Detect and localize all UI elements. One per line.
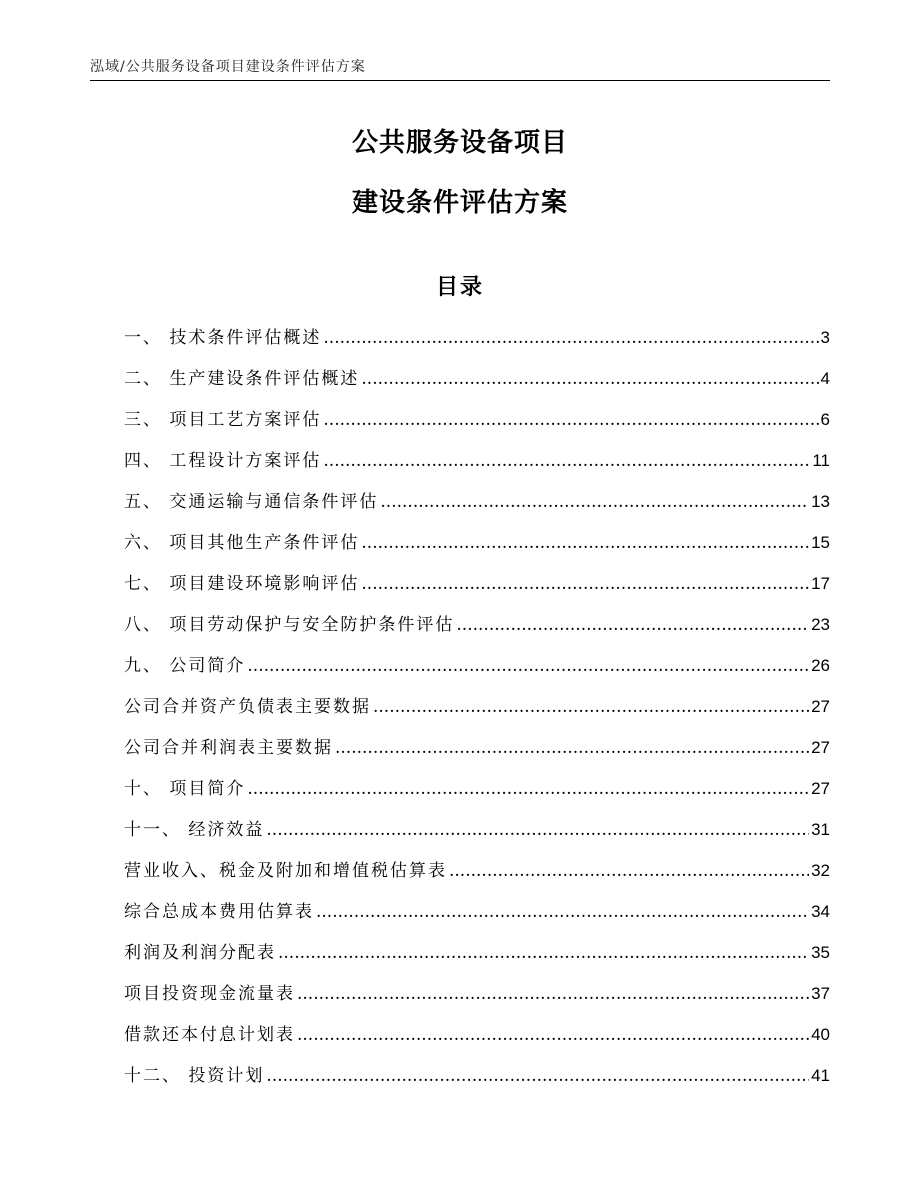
toc-entry-label: 综合总成本费用估算表 [124, 902, 314, 922]
toc-dot-leader [361, 361, 818, 397]
toc-dot-leader [316, 894, 809, 930]
toc-entry-page: 3 [820, 328, 830, 347]
toc-entry-page: 40 [811, 1025, 830, 1044]
toc-entry-label: 公司合并资产负债表主要数据 [124, 697, 371, 717]
toc-entry[interactable] [124, 607, 830, 648]
toc-entry-page: 11 [812, 451, 830, 470]
toc-entry-label: 利润及利润分配表 [124, 943, 276, 963]
toc-entry[interactable] [124, 484, 830, 525]
toc-entry-page: 31 [811, 820, 830, 839]
toc-dot-leader [297, 1017, 809, 1053]
toc-dot-leader [323, 402, 818, 438]
toc-entry[interactable] [124, 689, 830, 730]
toc-dot-leader [247, 648, 809, 684]
toc-entry-label: 五、 交通运输与通信条件评估 [124, 492, 379, 512]
toc-entry-label: 七、 项目建设环境影响评估 [124, 574, 360, 594]
toc-entry-page: 15 [811, 533, 830, 552]
toc-entry[interactable] [124, 1017, 830, 1058]
toc-entry-page: 37 [811, 984, 830, 1003]
document-title-line-1: 公共服务设备项目 [351, 128, 568, 158]
toc-entry-page: 32 [811, 861, 830, 880]
toc-entry-page: 6 [820, 410, 830, 429]
toc-entry-label: 借款还本付息计划表 [124, 1025, 295, 1045]
toc-entry[interactable] [124, 853, 830, 894]
header-divider [90, 80, 830, 81]
toc-dot-leader [373, 689, 809, 725]
toc-entry-page: 27 [811, 697, 830, 716]
toc-entry-label: 九、 公司简介 [124, 656, 246, 676]
toc-dot-leader [266, 812, 809, 848]
toc-entry[interactable] [124, 812, 830, 853]
toc-dot-leader [456, 607, 809, 643]
toc-entry-page: 41 [811, 1066, 830, 1085]
toc-entry-page: 27 [811, 779, 830, 798]
toc-entry-page: 13 [811, 492, 830, 511]
toc-entry-label: 十一、 经济效益 [124, 820, 265, 840]
toc-entry-label: 十、 项目简介 [124, 779, 246, 799]
toc-dot-leader [323, 443, 810, 479]
document-title-line-2: 建设条件评估方案 [351, 188, 568, 218]
toc-dot-leader [449, 853, 809, 889]
toc-dot-leader [278, 935, 809, 971]
toc-entry-label: 八、 项目劳动保护与安全防护条件评估 [124, 615, 455, 635]
toc-entry[interactable] [124, 771, 830, 812]
toc-dot-leader [297, 976, 809, 1012]
toc-dot-leader [361, 525, 809, 561]
toc-entry[interactable] [124, 730, 830, 771]
running-header: 泓域/公共服务设备项目建设条件评估方案 [90, 59, 366, 75]
toc-entry[interactable] [124, 894, 830, 935]
toc-entry[interactable] [124, 361, 830, 402]
toc-entry-label: 四、 工程设计方案评估 [124, 451, 322, 471]
toc-entry[interactable] [124, 525, 830, 566]
toc-entry[interactable] [124, 935, 830, 976]
toc-entry-label: 公司合并利润表主要数据 [124, 738, 333, 758]
toc-entry-page: 26 [811, 656, 830, 675]
toc-entry-page: 27 [811, 738, 830, 757]
toc-entry-label: 一、 技术条件评估概述 [124, 328, 322, 348]
toc-dot-leader [361, 566, 809, 602]
toc-entry-page: 34 [811, 902, 830, 921]
toc-entry-page: 17 [811, 574, 830, 593]
toc-dot-leader [266, 1058, 809, 1094]
toc-dot-leader [335, 730, 809, 766]
toc-entry[interactable] [124, 566, 830, 607]
toc-dot-leader [247, 771, 809, 807]
toc-heading: 目录 [435, 274, 484, 300]
toc-entry[interactable] [124, 1058, 830, 1099]
toc-entry-label: 三、 项目工艺方案评估 [124, 410, 322, 430]
toc-entry-label: 营业收入、税金及附加和增值税估算表 [124, 861, 447, 881]
toc-entry[interactable] [124, 402, 830, 443]
toc-entry-page: 4 [820, 369, 830, 388]
table-of-contents [124, 320, 830, 1099]
toc-entry-label: 六、 项目其他生产条件评估 [124, 533, 360, 553]
toc-entry[interactable] [124, 648, 830, 689]
toc-entry-label: 项目投资现金流量表 [124, 984, 295, 1004]
toc-entry-page: 35 [811, 943, 830, 962]
toc-dot-leader [380, 484, 809, 520]
toc-entry[interactable] [124, 443, 830, 484]
toc-entry-label: 二、 生产建设条件评估概述 [124, 369, 360, 389]
toc-entry[interactable] [124, 320, 830, 361]
toc-dot-leader [323, 320, 818, 356]
toc-entry-label: 十二、 投资计划 [124, 1066, 265, 1086]
toc-entry-page: 23 [811, 615, 830, 634]
toc-entry[interactable] [124, 976, 830, 1017]
